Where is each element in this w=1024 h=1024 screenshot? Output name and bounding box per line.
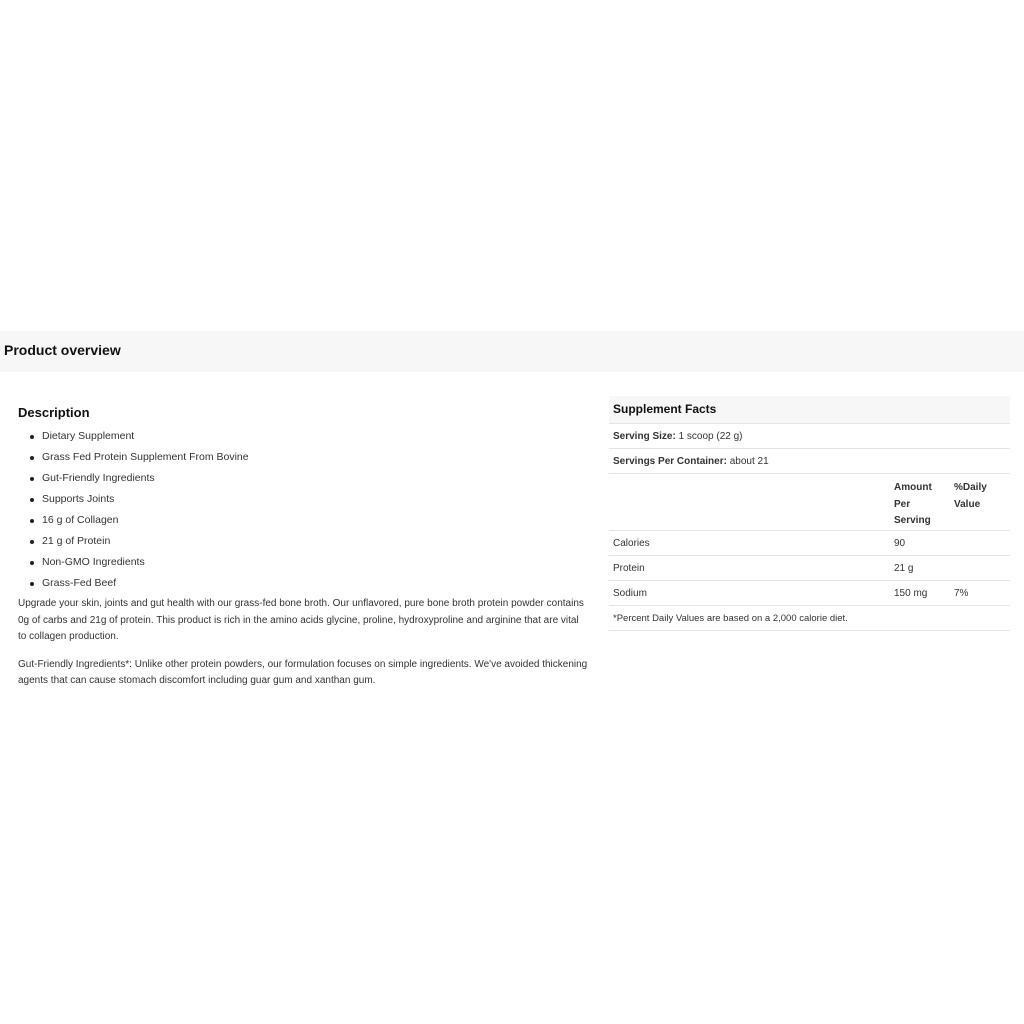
- nutrient-name: Sodium: [613, 587, 647, 599]
- list-item: Grass-Fed Beef: [30, 573, 588, 594]
- header-text: %Daily: [954, 482, 987, 493]
- servings-per-container-label: Servings Per Container:: [613, 455, 727, 467]
- table-row: [609, 556, 1010, 581]
- nutrient-amount: 150 mg: [894, 587, 928, 599]
- list-item: Supports Joints: [30, 489, 588, 510]
- list-item: Grass Fed Protein Supplement From Bovine: [30, 447, 588, 468]
- description-paragraph: Gut-Friendly Ingredients*: Unlike other protein powders, our formulation focuses on simple ingredients. We've avoided thickening agents that can cause stomach discomfort including guar gum and xanthan gum.: [18, 658, 588, 686]
- description-section: [18, 404, 588, 690]
- description-heading: Description: [18, 405, 90, 420]
- header-text: Value: [954, 498, 981, 510]
- list-item: 16 g of Collagen: [30, 510, 588, 531]
- daily-value-header: [954, 480, 1010, 513]
- header-text: Serving: [894, 515, 931, 526]
- list-item: Non-GMO Ingredients: [30, 552, 588, 573]
- product-overview-title: Product overview: [4, 342, 121, 358]
- serving-size-row: [609, 424, 1010, 449]
- servings-per-container-value: about 21: [726, 455, 769, 467]
- list-item: Gut-Friendly Ingredients: [30, 468, 588, 489]
- servings-per-container-row: [609, 449, 1010, 474]
- nutrient-amount: 21 g: [894, 562, 914, 574]
- daily-value-footnote: *Percent Daily Values are based on a 2,000 calorie diet.: [609, 606, 1010, 631]
- facts-column-header: [609, 474, 1010, 531]
- header-text: Per: [894, 498, 911, 510]
- table-row: [609, 531, 1010, 556]
- description-paragraph: Upgrade your skin, joints and gut health with our grass-fed bone broth. Our unflavored, pure bone broth protein powder contains 0g of carbs and 21g of protein. This product is rich in the amino acids glycine, proline, hydroxyproline and arginine that are vital to collagen production.: [18, 598, 584, 642]
- supplement-facts-table: [609, 396, 1010, 631]
- header-text: Amount: [894, 482, 932, 493]
- serving-size-label: Serving Size:: [613, 430, 676, 442]
- amount-per-serving-header: [894, 480, 954, 530]
- nutrient-amount: 90: [894, 537, 906, 549]
- nutrient-name: Calories: [613, 537, 650, 549]
- serving-size-value: 1 scoop (22 g): [675, 430, 743, 442]
- table-row: [609, 581, 1010, 606]
- product-overview-bar: [0, 331, 1024, 372]
- nutrient-name: Protein: [613, 562, 645, 574]
- feature-list: [18, 426, 588, 594]
- list-item: Dietary Supplement: [30, 426, 588, 447]
- supplement-facts-title: Supplement Facts: [609, 396, 1010, 424]
- list-item: 21 g of Protein: [30, 531, 588, 552]
- nutrient-daily-value: 7%: [954, 587, 969, 599]
